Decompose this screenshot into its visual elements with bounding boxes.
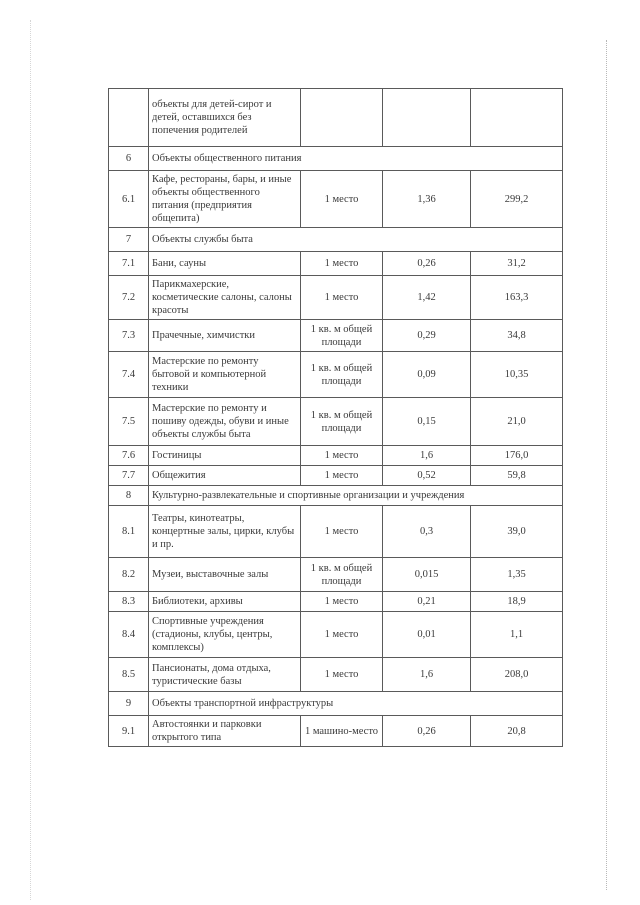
value-secondary: 59,8 xyxy=(471,466,563,486)
table-row xyxy=(109,612,563,658)
value-primary: 1,36 xyxy=(383,171,471,228)
object-name: Театры, кинотеатры, концертные залы, цирки, клубы и пр. xyxy=(149,506,301,558)
value-primary: 0,01 xyxy=(383,612,471,658)
norms-table-body xyxy=(109,89,563,747)
object-name: Пансионаты, дома отдыха, туристические базы xyxy=(149,658,301,692)
unit-of-measure: 1 кв. м общей площади xyxy=(301,558,383,592)
value-primary: 0,29 xyxy=(383,320,471,352)
section-title: Объекты службы быта xyxy=(149,228,563,252)
unit-of-measure: 1 место xyxy=(301,658,383,692)
object-name: Мастерские по ремонту бытовой и компьютерной техники xyxy=(149,352,301,398)
table-row xyxy=(109,446,563,466)
section-row xyxy=(109,692,563,716)
unit-of-measure: 1 машино-место xyxy=(301,716,383,747)
unit-of-measure: 1 место xyxy=(301,592,383,612)
value-secondary xyxy=(471,89,563,147)
row-number: 8.5 xyxy=(109,658,149,692)
norms-table xyxy=(108,88,563,747)
value-primary: 0,26 xyxy=(383,716,471,747)
table-row xyxy=(109,398,563,446)
value-primary: 1,6 xyxy=(383,658,471,692)
table-row xyxy=(109,658,563,692)
unit-of-measure: 1 место xyxy=(301,171,383,228)
value-secondary: 163,3 xyxy=(471,276,563,320)
row-number: 9.1 xyxy=(109,716,149,747)
value-secondary: 176,0 xyxy=(471,446,563,466)
value-primary: 0,3 xyxy=(383,506,471,558)
row-number: 7.1 xyxy=(109,252,149,276)
object-name: Парикмахерские, косметические салоны, салоны красоты xyxy=(149,276,301,320)
object-name: Бани, сауны xyxy=(149,252,301,276)
row-number: 8.1 xyxy=(109,506,149,558)
row-number: 7.2 xyxy=(109,276,149,320)
unit-of-measure: 1 кв. м общей площади xyxy=(301,320,383,352)
row-number: 8.4 xyxy=(109,612,149,658)
table-row xyxy=(109,558,563,592)
scan-edge-left xyxy=(30,20,32,900)
row-number: 8.3 xyxy=(109,592,149,612)
value-secondary: 1,1 xyxy=(471,612,563,658)
section-row xyxy=(109,228,563,252)
unit-of-measure: 1 место xyxy=(301,276,383,320)
object-name: Автостоянки и парковки открытого типа xyxy=(149,716,301,747)
table-row xyxy=(109,352,563,398)
value-primary: 0,26 xyxy=(383,252,471,276)
section-title: Культурно-развлекательные и спортивные организации и учреждения xyxy=(149,486,563,506)
value-secondary: 20,8 xyxy=(471,716,563,747)
object-name: Общежития xyxy=(149,466,301,486)
row-number: 7.3 xyxy=(109,320,149,352)
value-secondary: 39,0 xyxy=(471,506,563,558)
table-row xyxy=(109,466,563,486)
unit-of-measure xyxy=(301,89,383,147)
row-number: 8.2 xyxy=(109,558,149,592)
unit-of-measure: 1 кв. м общей площади xyxy=(301,398,383,446)
section-title: Объекты общественного питания xyxy=(149,147,563,171)
row-number: 7.4 xyxy=(109,352,149,398)
value-primary xyxy=(383,89,471,147)
value-secondary: 299,2 xyxy=(471,171,563,228)
unit-of-measure: 1 место xyxy=(301,252,383,276)
unit-of-measure: 1 место xyxy=(301,466,383,486)
row-number: 7.7 xyxy=(109,466,149,486)
object-name: объекты для детей-сирот и детей, оставшихся без попечения родителей xyxy=(149,89,301,147)
value-primary: 0,015 xyxy=(383,558,471,592)
value-primary: 0,52 xyxy=(383,466,471,486)
value-primary: 1,42 xyxy=(383,276,471,320)
value-primary: 0,21 xyxy=(383,592,471,612)
table-row xyxy=(109,506,563,558)
table-row xyxy=(109,320,563,352)
unit-of-measure: 1 место xyxy=(301,612,383,658)
row-number: 7 xyxy=(109,228,149,252)
object-name: Библиотеки, архивы xyxy=(149,592,301,612)
table-row xyxy=(109,276,563,320)
row-number: 6 xyxy=(109,147,149,171)
value-secondary: 10,35 xyxy=(471,352,563,398)
row-number xyxy=(109,89,149,147)
row-number: 7.5 xyxy=(109,398,149,446)
row-number: 7.6 xyxy=(109,446,149,466)
object-name: Гостиницы xyxy=(149,446,301,466)
row-number: 8 xyxy=(109,486,149,506)
value-primary: 0,15 xyxy=(383,398,471,446)
object-name: Мастерские по ремонту и пошиву одежды, обуви и иные объекты службы быта xyxy=(149,398,301,446)
value-primary: 0,09 xyxy=(383,352,471,398)
unit-of-measure: 1 место xyxy=(301,506,383,558)
unit-of-measure: 1 кв. м общей площади xyxy=(301,352,383,398)
table-row xyxy=(109,171,563,228)
value-secondary: 31,2 xyxy=(471,252,563,276)
object-name: Прачечные, химчистки xyxy=(149,320,301,352)
value-secondary: 34,8 xyxy=(471,320,563,352)
value-secondary: 21,0 xyxy=(471,398,563,446)
section-row xyxy=(109,147,563,171)
table-row xyxy=(109,716,563,747)
object-name: Кафе, рестораны, бары, и иные объекты общественного питания (предприятия общепита) xyxy=(149,171,301,228)
section-row xyxy=(109,486,563,506)
scan-edge-right xyxy=(606,40,608,890)
unit-of-measure: 1 место xyxy=(301,446,383,466)
object-name: Музеи, выставочные залы xyxy=(149,558,301,592)
table-row xyxy=(109,252,563,276)
object-name: Спортивные учреждения (стадионы, клубы, центры, комплексы) xyxy=(149,612,301,658)
table-row xyxy=(109,592,563,612)
value-secondary: 208,0 xyxy=(471,658,563,692)
row-number: 6.1 xyxy=(109,171,149,228)
value-secondary: 1,35 xyxy=(471,558,563,592)
table-row xyxy=(109,89,563,147)
value-secondary: 18,9 xyxy=(471,592,563,612)
value-primary: 1,6 xyxy=(383,446,471,466)
row-number: 9 xyxy=(109,692,149,716)
section-title: Объекты транспортной инфраструктуры xyxy=(149,692,563,716)
